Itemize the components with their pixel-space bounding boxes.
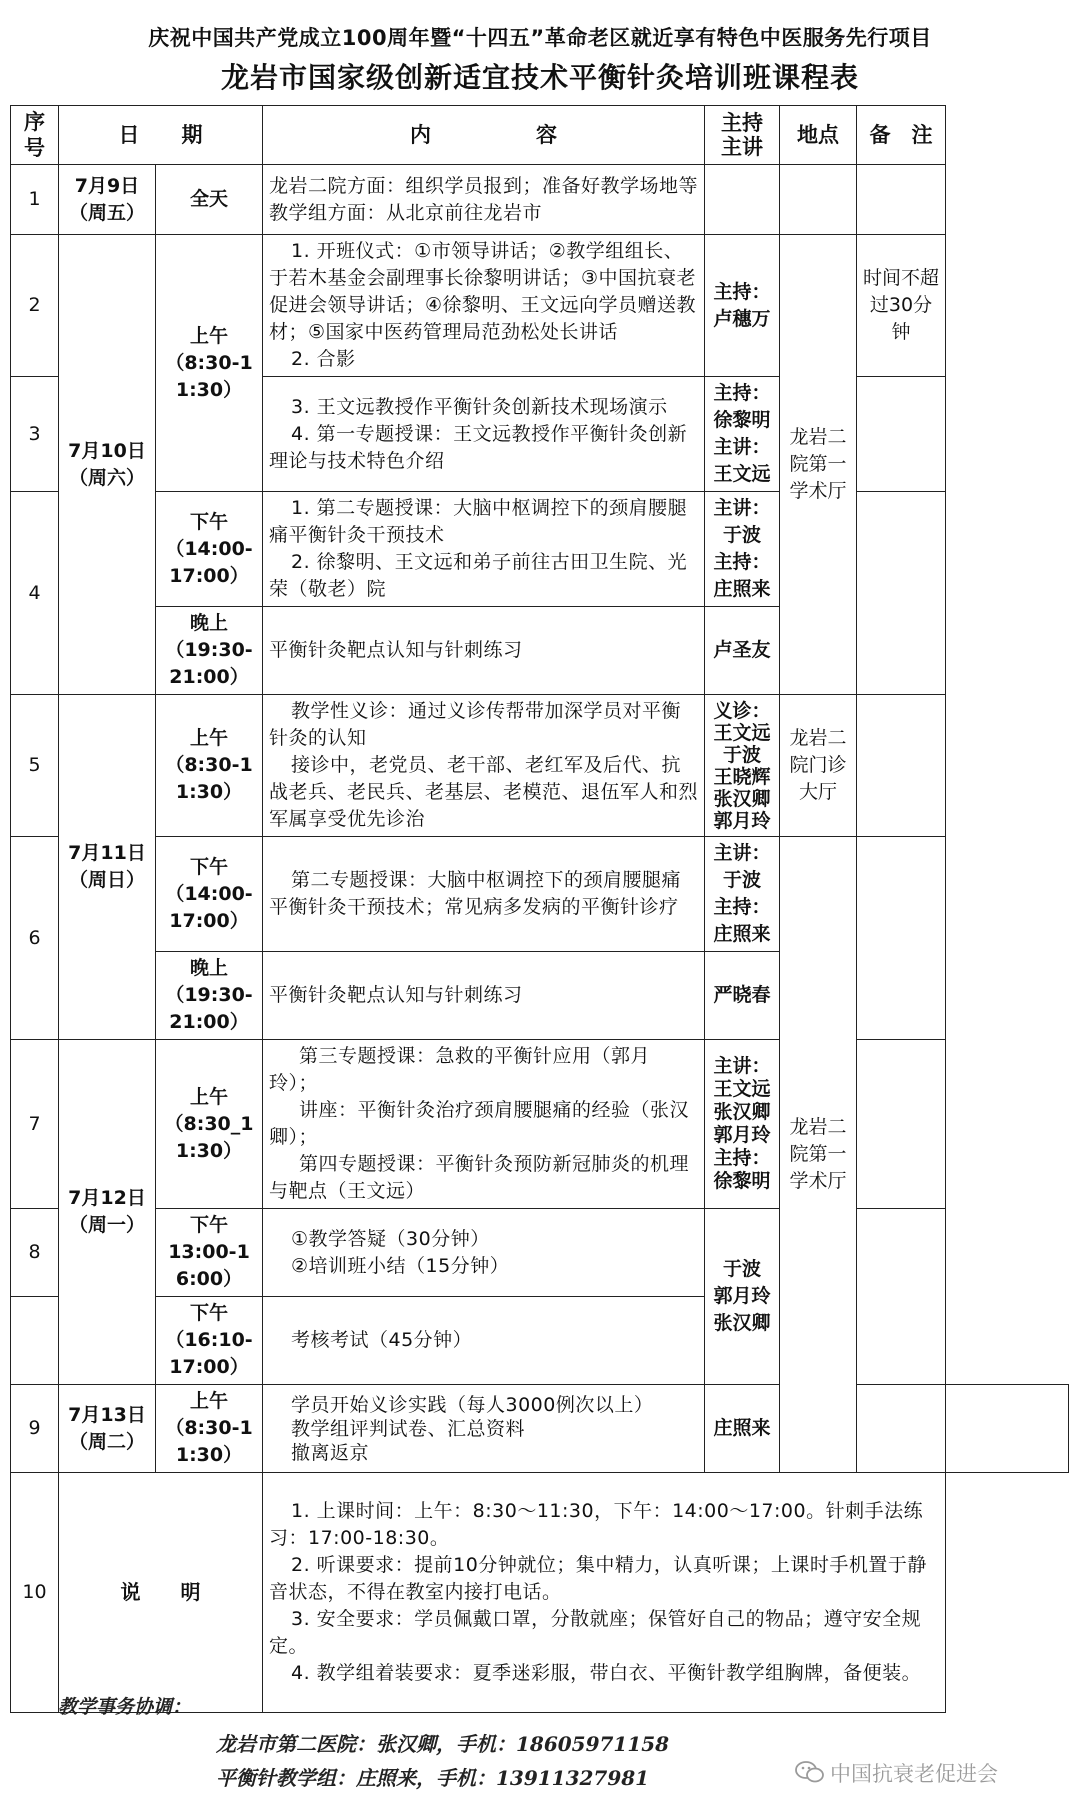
content-cell xyxy=(263,377,705,492)
row-num: 7 xyxy=(11,1040,59,1209)
time-cell: 全天 xyxy=(156,165,263,235)
host-line: 庄照来 xyxy=(713,578,771,600)
footer-label: 教学事务协调： xyxy=(58,1696,192,1718)
remark-cell xyxy=(857,837,946,1040)
remark-cell xyxy=(857,377,946,492)
header-num: 序号 xyxy=(11,106,59,165)
header-remark: 备 注 xyxy=(857,106,946,165)
explain-cell xyxy=(263,1473,946,1713)
content-line: 2. 徐黎明、王文远和弟子前往古田卫生院、光荣（敬老）院 xyxy=(269,551,688,600)
date-cell xyxy=(59,1385,156,1473)
host-cell xyxy=(705,695,780,837)
content-line: 第四专题授课：平衡针灸预防新冠肺炎的机理与靶点（王文远） xyxy=(269,1153,690,1202)
host-cell xyxy=(705,165,780,235)
host-line: 郭月玲 xyxy=(713,809,771,832)
time-range: （8:30-11:30） xyxy=(165,1417,253,1466)
time-range: （16:10-17:00） xyxy=(165,1329,253,1378)
content-line: 教学性义诊：通过义诊传帮带加深学员对平衡针灸的认知 xyxy=(269,700,682,749)
time-cell xyxy=(156,1385,263,1473)
content-line: 讲座：平衡针灸治疗颈肩腰腿痛的经验（张汉卿）； xyxy=(269,1099,690,1148)
time-label: 下午 xyxy=(189,1302,228,1324)
row-num: 6 xyxy=(11,837,59,1040)
date-cell xyxy=(59,695,156,1040)
content-line: 2. 合影 xyxy=(291,348,356,370)
table-row xyxy=(11,492,1069,607)
remark-cell xyxy=(946,1385,1069,1473)
remark-cell xyxy=(857,1209,946,1385)
content-cell xyxy=(263,492,705,607)
content-cell: 第二专题授课：大脑中枢调控下的颈肩腰腿痛平衡针灸干预技术；常见病多发病的平衡针诊疗 xyxy=(263,837,705,952)
content-line: 教学组方面：从北京前往龙岩市 xyxy=(269,201,543,224)
place-cell: 龙岩二院门诊大厅 xyxy=(780,695,857,837)
time-cell xyxy=(156,235,263,492)
host-cell xyxy=(705,1209,780,1385)
content-line: 1. 开班仪式：①市领导讲话；②教学组组长、于若木基金会副理事长徐黎明讲话；③中国抗衰老促进会领导讲话；④徐黎明、王文远向学员赠送教材；⑤国家中医药管理局范劲松处长讲话 xyxy=(269,240,697,343)
watermark-text: 中国抗衰老促进会 xyxy=(830,1762,998,1786)
row-num: 4 xyxy=(11,492,59,695)
date-weekday: （周五） xyxy=(68,201,145,224)
time-label: 上午 xyxy=(189,324,228,347)
host-line: 王文远 xyxy=(713,463,771,485)
row-num: 8 xyxy=(11,1209,59,1297)
date-weekday: （周一） xyxy=(68,1214,145,1236)
date-weekday: （周六） xyxy=(68,466,145,489)
time-range: 13:00-16:00） xyxy=(168,1241,250,1290)
host-cell xyxy=(705,377,780,492)
date-cell xyxy=(59,1040,156,1385)
remark-cell xyxy=(857,165,946,235)
date-day: 7月13日 xyxy=(68,1403,146,1426)
row-num: 3 xyxy=(11,377,59,492)
host-line: 主讲： xyxy=(713,842,771,864)
host-line: 主持： xyxy=(713,280,771,303)
header-content: 内 容 xyxy=(263,106,705,165)
content-line: ①教学答疑（30分钟） xyxy=(291,1227,490,1250)
time-range: （14:00-17:00） xyxy=(165,882,253,932)
table-header-row xyxy=(11,106,1069,165)
host-line: 徐黎明 xyxy=(713,1170,771,1192)
explain-item: 2. 听课要求：提前10分钟就位；集中精力，认真听课；上课时手机置于静音状态，不得在教室内接打电话。 xyxy=(269,1554,927,1603)
time-range: （8:30-11:30） xyxy=(165,754,253,803)
time-cell xyxy=(156,1297,263,1385)
host-line: 卢穗万 xyxy=(713,307,771,330)
host-cell xyxy=(705,235,780,377)
place-cell: 龙岩二院第一学术厅 xyxy=(780,837,857,1473)
remark-cell: 时间不超过30分钟 xyxy=(857,235,946,377)
remark-cell xyxy=(857,492,946,695)
time-cell xyxy=(156,1040,263,1209)
date-day: 7月9日 xyxy=(74,174,140,197)
time-cell xyxy=(156,695,263,837)
row-num: 10 xyxy=(11,1473,59,1713)
header-place: 地点 xyxy=(780,106,857,165)
header-host xyxy=(705,106,780,165)
remark-cell xyxy=(857,1040,946,1209)
date-day: 7月10日 xyxy=(68,439,146,462)
host-line: 主讲： xyxy=(713,1055,771,1077)
host-line: 郭月玲 xyxy=(713,1285,771,1307)
content-line: 教学组评判试卷、汇总资料 xyxy=(291,1417,526,1440)
host-line: 于波 xyxy=(722,1258,761,1280)
explain-label: 说 明 xyxy=(59,1473,263,1713)
table-row xyxy=(11,1209,1069,1297)
host-line: 王文远 xyxy=(713,1078,771,1100)
content-line: 学员开始义诊实践（每人3000例次以上） xyxy=(291,1393,654,1416)
host-cell: 严晓春 xyxy=(705,952,780,1040)
schedule-table xyxy=(10,105,1069,1713)
time-label: 晚上 xyxy=(189,957,228,979)
host-line: 王晓辉 xyxy=(713,765,771,788)
table-row xyxy=(11,1040,1069,1209)
host-cell xyxy=(705,1040,780,1209)
content-cell xyxy=(263,1040,705,1209)
host-line: 张汉卿 xyxy=(713,787,771,810)
page-subtitle: 庆祝中国共产党成立100周年暨“十四五”革命老区就近享有特色中医服务先行项目 xyxy=(148,26,932,50)
footer-contact-hospital: 龙岩市第二医院：张汉卿，手机：18605971158 xyxy=(216,1732,670,1756)
host-line: 郭月玲 xyxy=(713,1124,771,1146)
content-cell: 平衡针灸靶点认知与针刺练习 xyxy=(263,952,705,1040)
date-cell xyxy=(59,235,156,695)
table-row xyxy=(11,1473,1069,1713)
date-cell xyxy=(59,165,156,235)
content-cell xyxy=(263,695,705,837)
time-cell xyxy=(156,607,263,695)
wechat-icon xyxy=(795,1760,825,1784)
row-num: 9 xyxy=(11,1385,59,1473)
host-cell: 卢圣友 xyxy=(705,607,780,695)
row-num: 5 xyxy=(11,695,59,837)
time-range: （8:30-11:30） xyxy=(165,351,253,401)
header-host-b: 主讲 xyxy=(721,135,763,159)
host-line: 于波 xyxy=(722,743,761,766)
host-line: 张汉卿 xyxy=(713,1101,771,1123)
content-cell: 平衡针灸靶点认知与针刺练习 xyxy=(263,607,705,695)
content-line: 4. 第一专题授课：王文远教授作平衡针灸创新理论与技术特色介绍 xyxy=(269,422,688,472)
explain-item: 3. 安全要求：学员佩戴口罩，分散就座；保管好自己的物品；遵守安全规定。 xyxy=(269,1608,922,1657)
content-cell: 考核考试（45分钟） xyxy=(263,1297,705,1385)
content-cell xyxy=(263,1385,705,1473)
table-row xyxy=(11,695,1069,837)
host-line: 主持： xyxy=(713,896,771,918)
time-label: 下午 xyxy=(189,510,228,533)
host-line: 徐黎明 xyxy=(713,409,771,431)
time-cell xyxy=(156,952,263,1040)
content-line: 1. 第二专题授课：大脑中枢调控下的颈肩腰腿痛平衡针灸干预技术 xyxy=(269,497,688,546)
explain-item: 4. 教学组着装要求：夏季迷彩服，带白衣、平衡针教学组胸牌，备便装。 xyxy=(291,1662,922,1684)
time-label: 下午 xyxy=(189,855,228,878)
time-range: （8:30_11:30） xyxy=(164,1112,254,1162)
remark-cell xyxy=(857,695,946,837)
header-date: 日 期 xyxy=(59,106,263,165)
date-day: 7月12日 xyxy=(68,1187,146,1209)
content-line: 龙岩二院方面：组织学员报到；准备好教学场地等 xyxy=(269,174,699,197)
date-day: 7月11日 xyxy=(68,842,146,864)
content-line: 3. 王文远教授作平衡针灸创新技术现场演示 xyxy=(291,395,668,418)
content-cell xyxy=(263,1209,705,1297)
time-label: 上午 xyxy=(189,1390,228,1412)
time-cell xyxy=(156,1209,263,1297)
time-cell xyxy=(156,492,263,607)
content-line: 撤离返京 xyxy=(291,1441,370,1464)
host-line: 主持： xyxy=(713,382,771,404)
host-line: 于波 xyxy=(722,524,761,546)
host-line: 主持： xyxy=(713,551,771,573)
table-row xyxy=(11,235,1069,377)
row-num: 2 xyxy=(11,235,59,377)
host-cell xyxy=(705,492,780,607)
table-row xyxy=(11,165,1069,235)
time-range: （19:30-21:00） xyxy=(165,984,253,1033)
table-row xyxy=(11,837,1069,952)
host-line: 于波 xyxy=(722,869,761,891)
host-line: 庄照来 xyxy=(713,923,771,945)
content-line: ②培训班小结（15分钟） xyxy=(291,1254,510,1277)
host-cell xyxy=(705,837,780,952)
date-weekday: （周二） xyxy=(68,1430,145,1453)
host-line: 义诊： xyxy=(713,699,771,722)
host-line: 主讲： xyxy=(713,436,771,458)
time-cell xyxy=(156,837,263,952)
row-num: 1 xyxy=(11,165,59,235)
content-cell xyxy=(263,165,705,235)
place-cell xyxy=(780,165,857,235)
time-label: 上午 xyxy=(189,1085,228,1108)
time-range: （14:00-17:00） xyxy=(165,537,253,587)
explain-item: 1. 上课时间：上午：8:30～11:30，下午：14:00～17:00。针刺手法练习：17:00-18:30。 xyxy=(269,1500,924,1549)
host-cell: 庄照来 xyxy=(705,1385,780,1473)
place-cell: 龙岩二院第一学术厅 xyxy=(780,235,857,695)
content-line: 第三专题授课：急救的平衡针应用（郭月玲）； xyxy=(269,1045,651,1094)
footer-contact-team: 平衡针教学组：庄照来，手机：13911327981 xyxy=(216,1766,650,1790)
host-line: 张汉卿 xyxy=(713,1312,771,1334)
time-label: 下午 xyxy=(189,1214,228,1236)
row-num xyxy=(11,1297,59,1385)
host-line: 主讲： xyxy=(713,497,771,519)
place-cell xyxy=(857,1385,946,1473)
host-line: 王文远 xyxy=(713,721,771,744)
page-title: 龙岩市国家级创新适宜技术平衡针灸培训班课程表 xyxy=(220,61,859,94)
time-label: 上午 xyxy=(189,727,228,749)
time-range: （19:30-21:00） xyxy=(165,639,253,688)
date-weekday: （周日） xyxy=(68,869,145,891)
content-cell xyxy=(263,235,705,377)
content-line: 接诊中，老党员、老干部、老红军及后代、抗战老兵、老民兵、老基层、老模范、退伍军人和烈军属享受优先诊治 xyxy=(269,754,699,830)
header-host-a: 主持 xyxy=(721,111,763,135)
host-line: 主持： xyxy=(713,1147,771,1169)
time-label: 晚上 xyxy=(189,612,228,634)
table-row xyxy=(11,1385,1069,1473)
